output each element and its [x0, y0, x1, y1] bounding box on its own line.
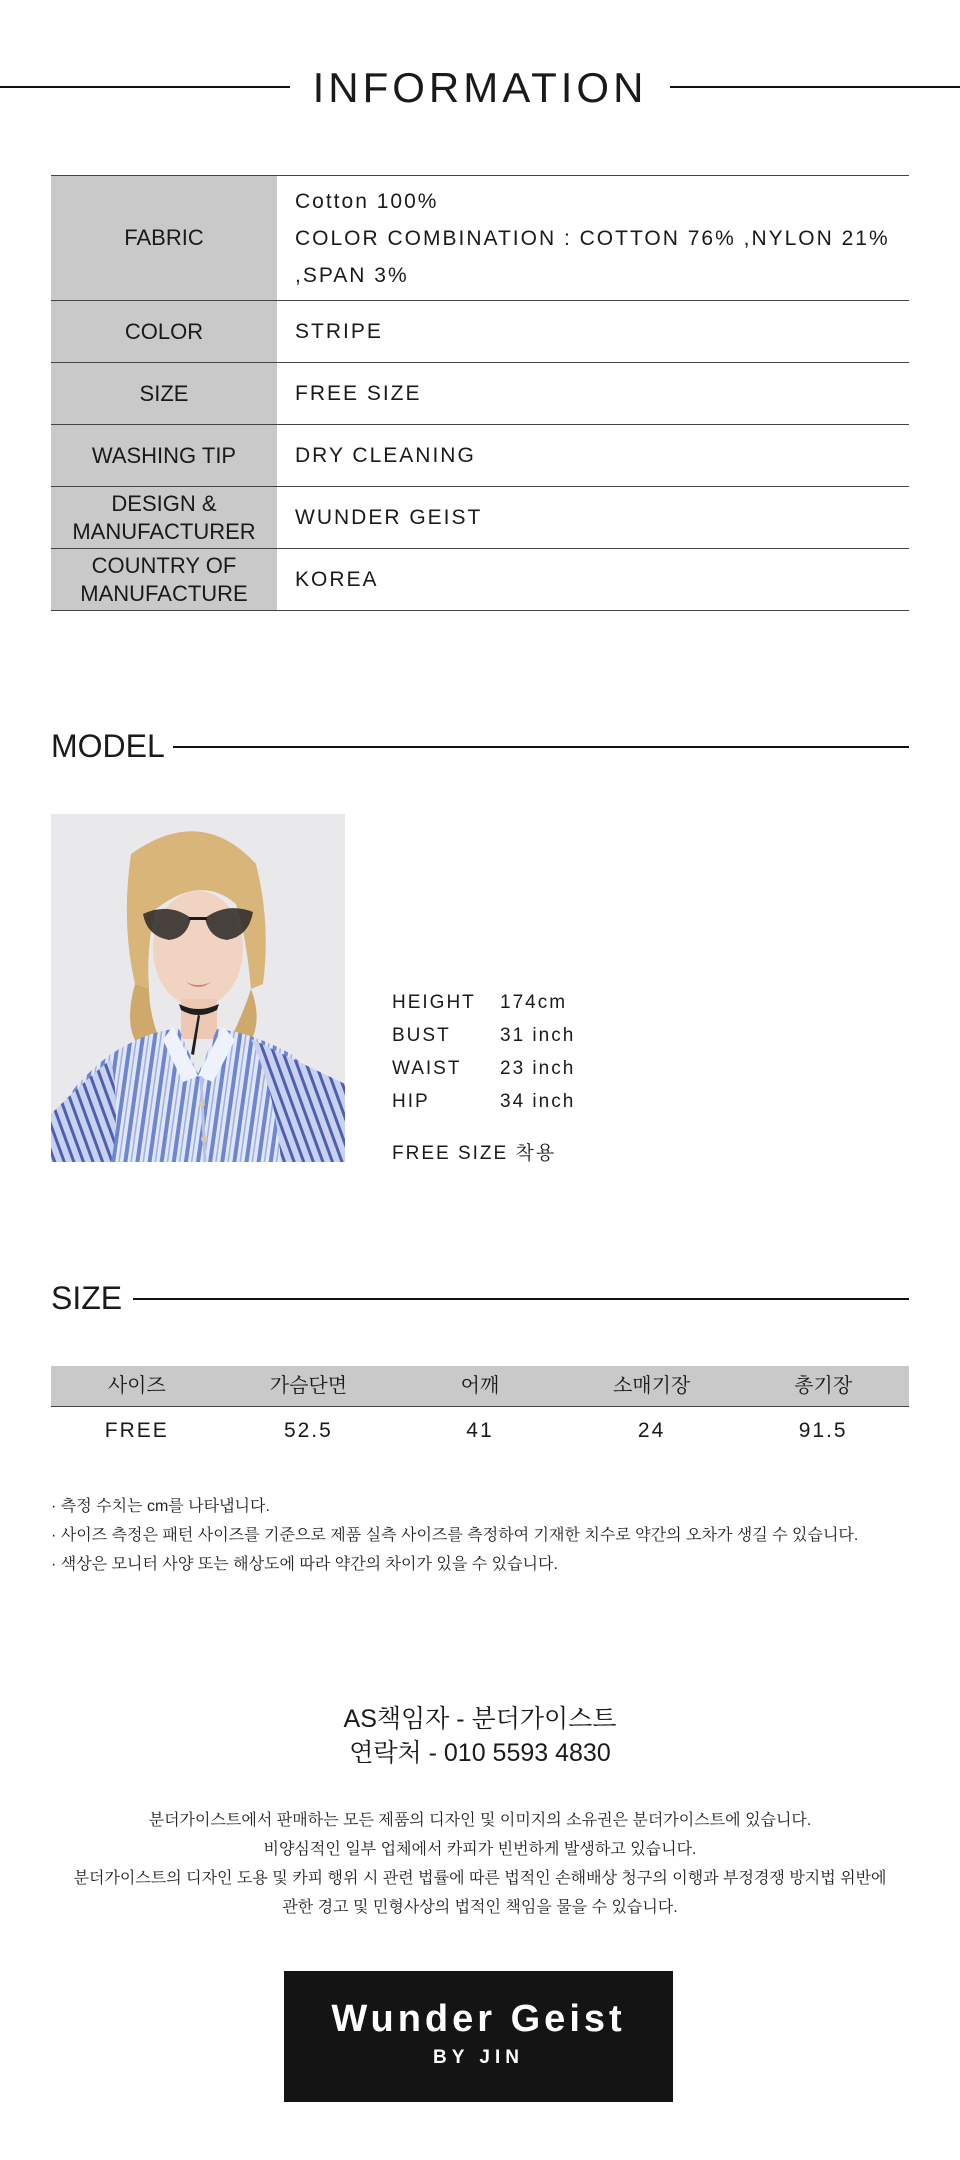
info-value: DRY CLEANING — [295, 444, 476, 467]
model-title: MODEL — [51, 728, 165, 764]
label-line: COUNTRY OF — [91, 552, 237, 578]
model-header — [51, 726, 909, 766]
note-line: · 측정 수치는 cm를 나타냅니다. — [51, 1498, 270, 1515]
information-table — [51, 175, 909, 611]
copyright-line: 분더가이스트의 디자인 도용 및 카피 행위 시 관련 법률에 따른 법적인 손해배상 청구의 이행과 부정경쟁 방지법 위반에 — [73, 1870, 887, 1887]
label-line: MANUFACTURER — [72, 518, 256, 544]
stat-value: 23 inch — [500, 1058, 576, 1079]
size-col-header: 사이즈 — [107, 1375, 166, 1397]
size-cell: FREE — [104, 1419, 169, 1442]
size-col-header: 어깨 — [460, 1375, 500, 1397]
size-table-header — [51, 1366, 909, 1407]
header-rule-right — [670, 86, 960, 88]
info-label — [51, 487, 277, 548]
stat-row-height — [392, 986, 575, 1019]
size-col-header: 가슴단면 — [269, 1375, 348, 1397]
size-cell: 52.5 — [283, 1419, 333, 1442]
size-col-header: 총기장 — [794, 1375, 853, 1397]
size-table — [51, 1366, 909, 1455]
information-header — [0, 58, 960, 118]
table-row — [51, 1407, 909, 1455]
stat-row-waist — [392, 1052, 575, 1085]
size-col-header: 소매기장 — [612, 1375, 691, 1397]
info-label: SIZE — [51, 363, 277, 424]
size-cell: 24 — [637, 1419, 666, 1442]
stat-value: 174cm — [500, 992, 568, 1013]
info-row-washing-tip — [51, 425, 909, 487]
model-photo — [51, 814, 345, 1162]
logo-brand: Wunder Geist — [331, 1998, 626, 2040]
info-label: WASHING TIP — [51, 425, 277, 486]
size-header — [51, 1278, 909, 1318]
note-line: · 사이즈 측정은 패턴 사이즈를 기준으로 제품 실측 사이즈를 측정하여 기재한 치수로 약간의 오차가 생길 수 있습니다. — [51, 1527, 859, 1544]
info-row-fabric — [51, 176, 909, 301]
info-value: FREE SIZE — [295, 382, 422, 405]
size-cell: 91.5 — [798, 1419, 848, 1442]
header-rule-left — [0, 86, 290, 88]
info-row-manufacturer — [51, 487, 909, 549]
stat-row-hip — [392, 1085, 575, 1118]
label-line: DESIGN & — [111, 490, 217, 516]
stat-value: 34 inch — [500, 1091, 576, 1112]
info-label: COLOR — [51, 301, 277, 362]
info-value — [277, 176, 909, 300]
info-value: KOREA — [295, 568, 379, 591]
model-stats — [392, 986, 575, 1118]
model-header-rule — [173, 746, 909, 748]
size-title: SIZE — [51, 1280, 123, 1316]
note-line: · 색상은 모니터 사양 또는 해상도에 따라 약간의 차이가 있을 수 있습니다. — [51, 1556, 558, 1573]
as-manager: AS책임자 - 분더가이스트 — [343, 1705, 617, 1733]
info-label: FABRIC — [51, 176, 277, 300]
label-line: MANUFACTURE — [80, 580, 248, 606]
size-header-rule — [133, 1298, 909, 1300]
copyright-line: 분더가이스트에서 판매하는 모든 제품의 디자인 및 이미지의 소유권은 분더가이스트에 있습니다. — [148, 1812, 812, 1829]
stat-key: HEIGHT — [392, 992, 476, 1013]
size-notes — [51, 1492, 858, 1579]
info-row-country — [51, 549, 909, 611]
stat-key: WAIST — [392, 1058, 462, 1079]
fabric-line: COLOR COMBINATION : COTTON 76% ,NYLON 21% — [295, 226, 890, 250]
contact-block — [0, 1702, 960, 1770]
stat-key: BUST — [392, 1025, 451, 1046]
fabric-line: Cotton 100% — [295, 189, 439, 213]
copyright-line: 관한 경고 및 민형사상의 법적인 책임을 물을 수 있습니다. — [282, 1899, 678, 1916]
fabric-line: ,SPAN 3% — [295, 263, 409, 287]
stat-value: 31 inch — [500, 1025, 576, 1046]
info-value: WUNDER GEIST — [295, 506, 483, 529]
brand-logo — [284, 1971, 673, 2102]
copyright-line: 비양심적인 일부 업체에서 카피가 빈번하게 발생하고 있습니다. — [263, 1841, 697, 1858]
size-cell: 41 — [466, 1419, 494, 1442]
logo-sub: BY JIN — [433, 2047, 524, 2068]
info-value: STRIPE — [295, 320, 383, 343]
info-row-size — [51, 363, 909, 425]
copyright-notice — [0, 1806, 960, 1922]
model-size-note: FREE SIZE 착용 — [392, 1143, 557, 1164]
info-row-color — [51, 301, 909, 363]
information-title: INFORMATION — [312, 64, 648, 111]
contact-phone: 연락처 - 010 5593 4830 — [349, 1739, 611, 1767]
stat-row-bust — [392, 1019, 575, 1052]
stat-key: HIP — [392, 1091, 430, 1112]
info-label — [51, 549, 277, 610]
model-illustration — [51, 814, 345, 1162]
